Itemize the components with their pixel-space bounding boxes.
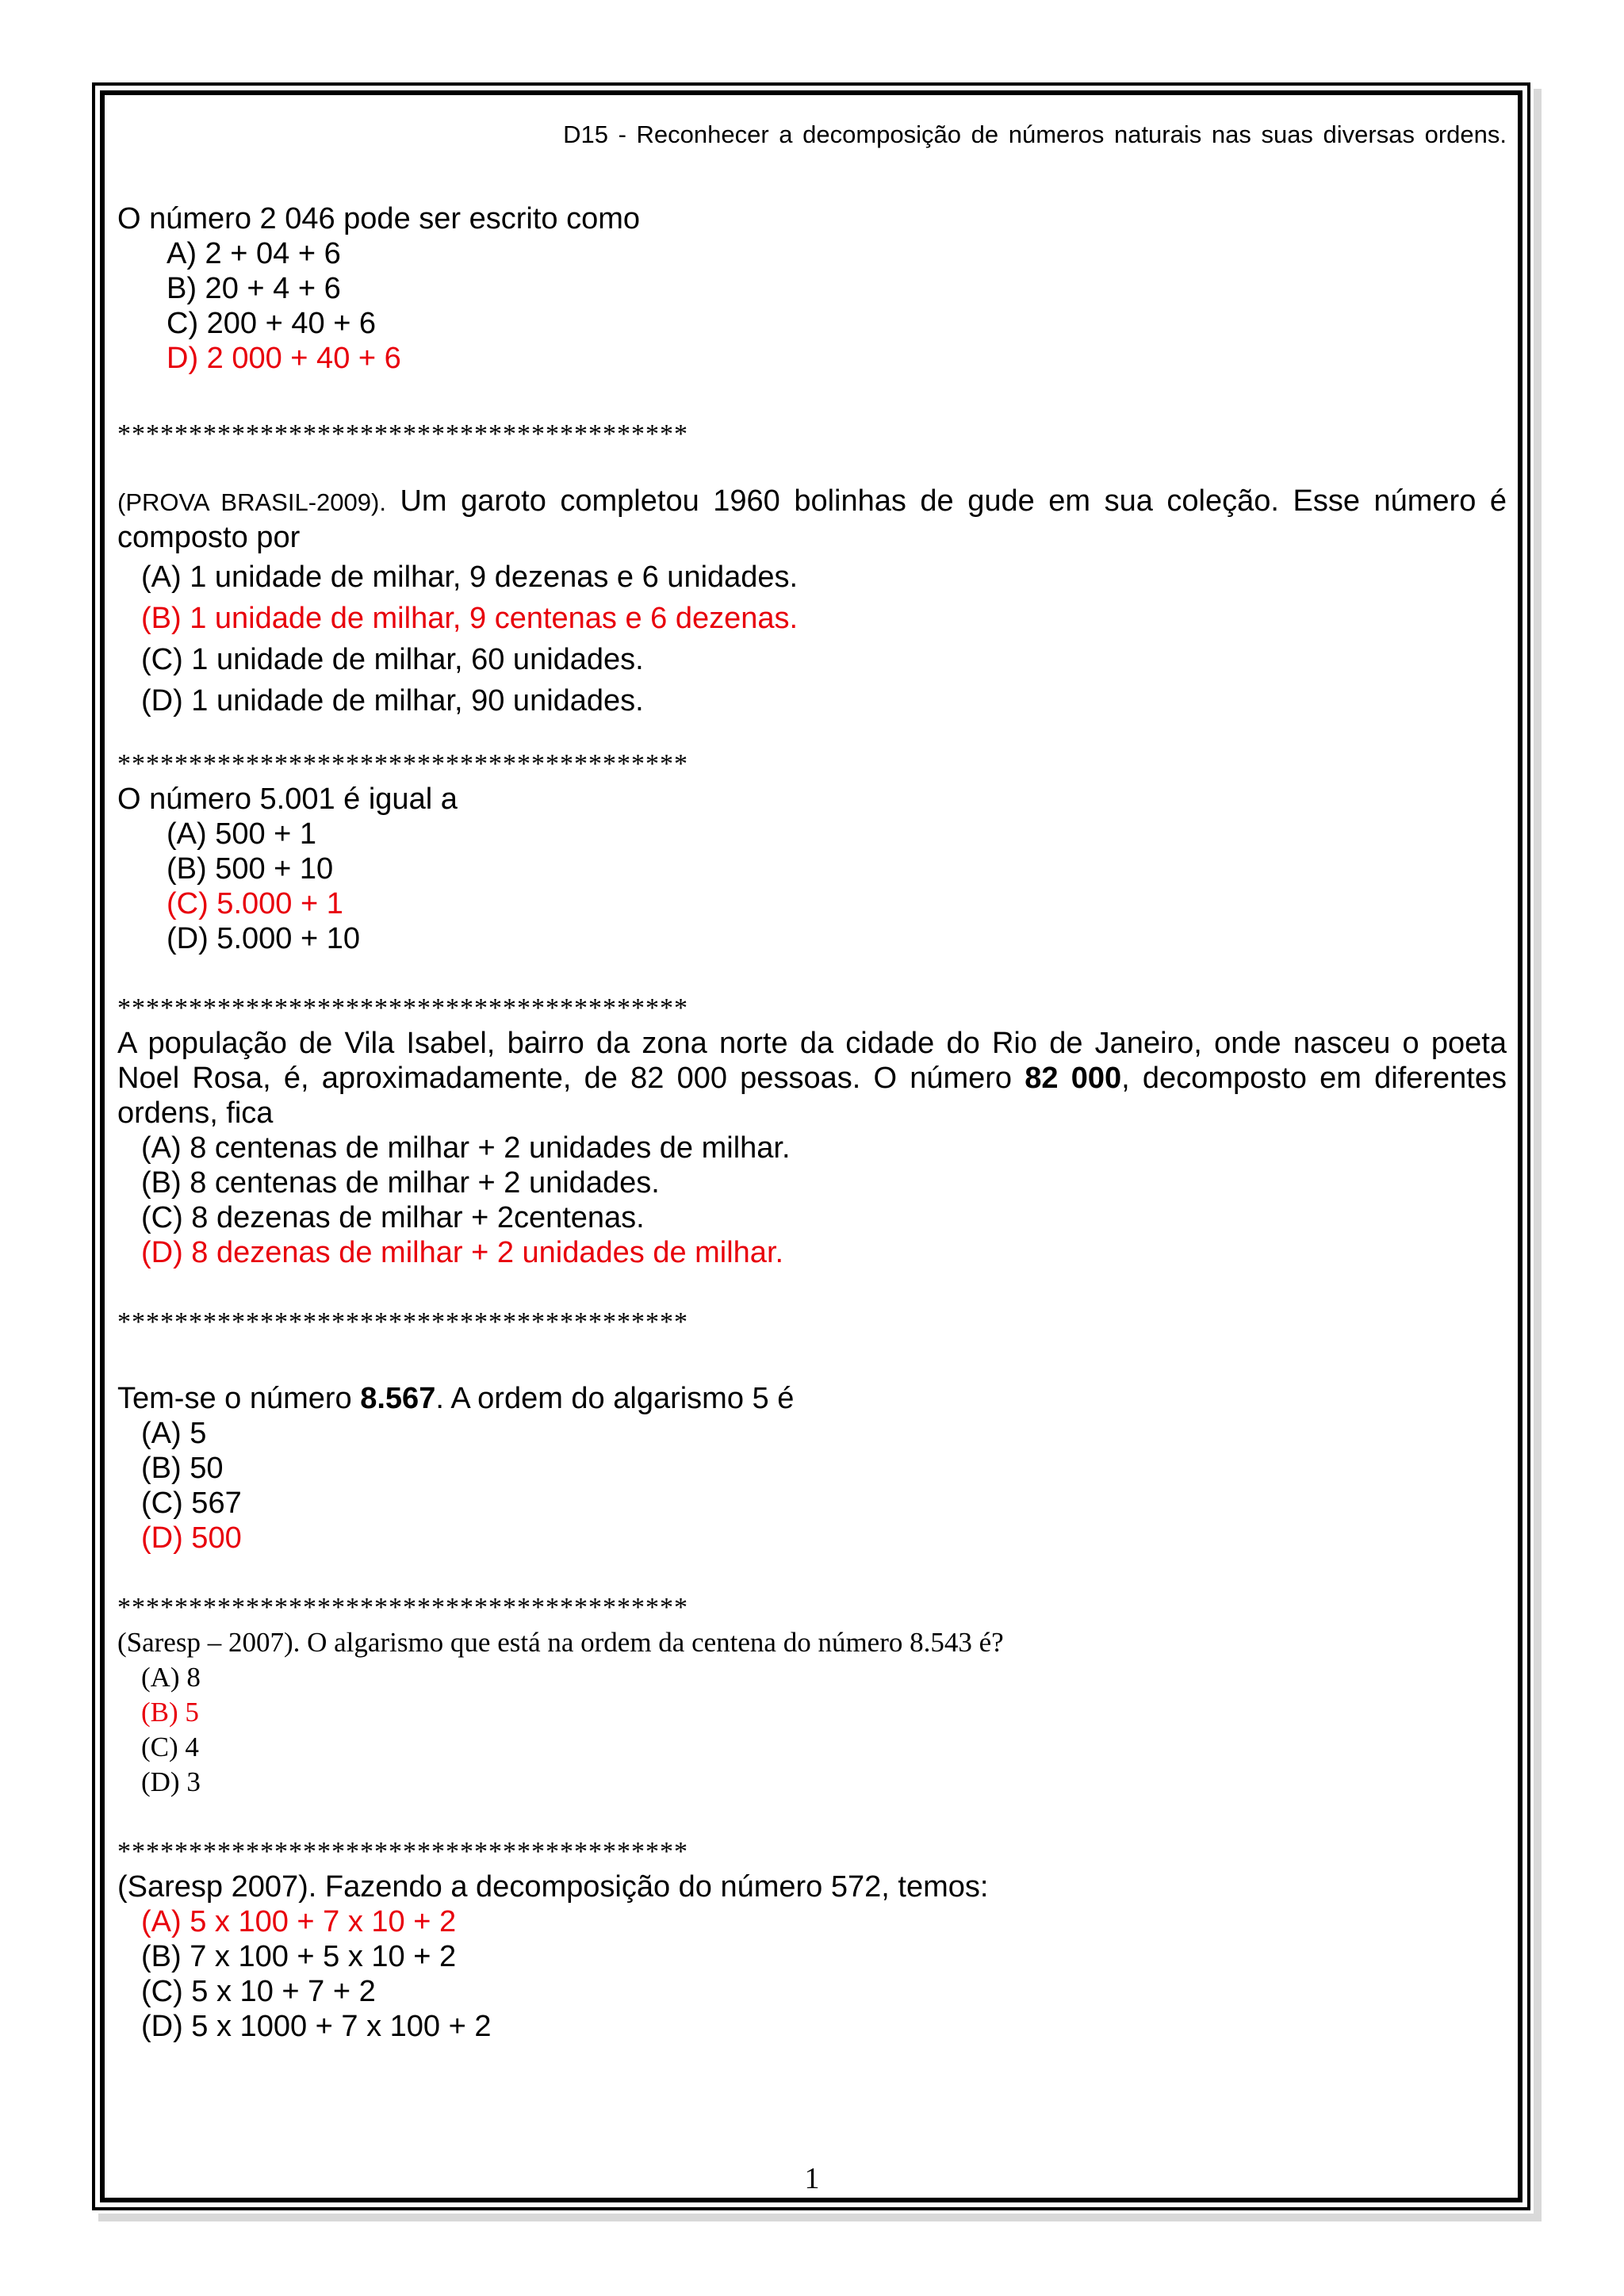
option-b: (B) 7 x 100 + 5 x 10 + 2 [141, 1940, 457, 1973]
question-text: (Saresp 2007). Fazendo a decomposição do número 572, temos: [117, 1870, 989, 1904]
option-c-correct: (C) 5.000 + 1 [167, 887, 343, 920]
question-text: (Saresp – 2007). O algarismo que está na ordem da centena do número 8.543 é? [117, 1627, 1004, 1658]
highlight-number: 8.567 [360, 1382, 436, 1415]
option-d: (D) 5 x 1000 + 7 x 100 + 2 [141, 2010, 492, 2043]
option-d-correct: (D) 8 dezenas de milhar + 2 unidades de milhar. [141, 1236, 784, 1269]
question-4 [117, 1026, 1507, 1270]
option-b-correct: (B) 5 [141, 1697, 199, 1728]
option-b: (B) 8 centenas de milhar + 2 unidades. [141, 1166, 660, 1200]
separator: **************************************** [117, 749, 688, 779]
question-text: Tem-se o número 8.567. A ordem do algarismo 5 é [117, 1382, 795, 1415]
option-c: C) 200 + 40 + 6 [167, 307, 377, 340]
separator: **************************************** [117, 419, 688, 449]
question-5 [117, 1381, 1507, 1556]
question-source: (PROVA BRASIL-2009). [117, 488, 386, 516]
option-a-correct: (A) 5 x 100 + 7 x 10 + 2 [141, 1905, 457, 1938]
question-text: O número 5.001 é igual a [117, 783, 458, 816]
option-b: (B) 500 + 10 [167, 852, 334, 886]
option-d-correct: D) 2 000 + 40 + 6 [167, 342, 401, 375]
option-a: A) 2 + 04 + 6 [167, 237, 341, 270]
option-d-correct: (D) 500 [141, 1521, 242, 1555]
option-a: (A) 8 [141, 1662, 201, 1693]
question-2 [117, 484, 1507, 718]
option-c: (C) 4 [141, 1732, 199, 1762]
option-c: (C) 567 [141, 1487, 242, 1520]
question-text: A população de Vila Isabel, bairro da zona norte da cidade do Rio de Janeiro, onde nasceu o poeta Noel Rosa, é, aproximadamente, de 82 000 pessoas. O número 82 000, decomposto em diferentes ordens, fica [117, 1027, 1507, 1130]
separator: **************************************** [117, 1307, 688, 1337]
question-text: O número 2 046 pode ser escrito como [117, 202, 641, 235]
option-b: B) 20 + 4 + 6 [167, 272, 341, 305]
option-a: (A) 1 unidade de milhar, 9 dezenas e 6 unidades. [141, 561, 799, 594]
option-a: (A) 8 centenas de milhar + 2 unidades de milhar. [141, 1131, 791, 1165]
option-b-correct: (B) 1 unidade de milhar, 9 centenas e 6 dezenas. [141, 602, 799, 635]
question-text [117, 484, 1507, 555]
option-c: (C) 5 x 10 + 7 + 2 [141, 1975, 376, 2008]
page-shadow-right [1534, 89, 1542, 2218]
question-body: Um garoto completou 1960 bolinhas de gude em sua coleção. Esse número é composto por [117, 484, 1507, 554]
option-d: (D) 5.000 + 10 [167, 922, 360, 955]
question-3 [117, 782, 1507, 956]
page-header: D15 - Reconhecer a decomposição de números naturais nas suas diversas ordens. [563, 121, 1507, 148]
question-7 [117, 1869, 1507, 2044]
option-d: (D) 1 unidade de milhar, 90 unidades. [141, 684, 644, 718]
separator: **************************************** [117, 1593, 688, 1622]
option-a: (A) 5 [141, 1417, 207, 1450]
highlight-number: 82 000 [1025, 1062, 1122, 1095]
document-body [117, 119, 1507, 2044]
page-number: 1 [804, 2162, 820, 2195]
question-6 [117, 1625, 1507, 1800]
option-d: (D) 3 [141, 1766, 201, 1797]
option-c: (C) 8 dezenas de milhar + 2centenas. [141, 1201, 645, 1234]
question-1 [117, 201, 1507, 376]
option-b: (B) 50 [141, 1452, 224, 1485]
separator: **************************************** [117, 993, 688, 1023]
page-shadow-bottom [98, 2214, 1542, 2221]
separator: **************************************** [117, 1837, 688, 1866]
option-c: (C) 1 unidade de milhar, 60 unidades. [141, 643, 644, 676]
option-a: (A) 500 + 1 [167, 817, 317, 851]
